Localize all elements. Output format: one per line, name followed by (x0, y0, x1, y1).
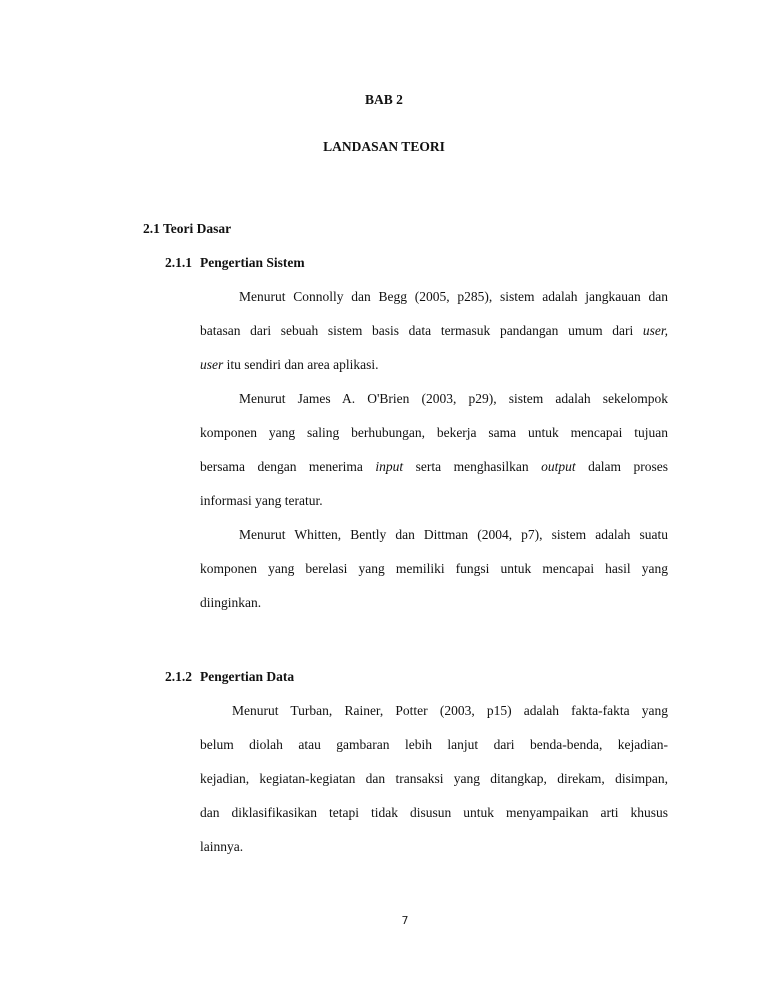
paragraph-line: Menurut James A. O'Brien (2003, p29), sistem adalah sekelompok (239, 391, 668, 406)
subsection-number: 2.1.1 (165, 255, 192, 270)
paragraph-line: informasi yang teratur. (200, 493, 323, 508)
subsection-number: 2.1.2 (165, 669, 192, 684)
italic-term: input (375, 459, 404, 474)
italic-term: user, (642, 323, 668, 338)
paragraph-line: kejadian, kegiatan-kegiatan dan transaksi yang ditangkap, direkam, disimpan, (200, 771, 668, 786)
italic-term: output (541, 459, 576, 474)
paragraph-line: user itu sendiri dan area aplikasi. (200, 357, 379, 372)
paragraph-line: dan diklasifikasikan tetapi tidak disusun untuk menyampaikan arti khusus (200, 805, 668, 820)
paragraph-line: diinginkan. (200, 595, 262, 610)
italic-term: user (200, 357, 224, 372)
chapter-heading: BAB 2 (365, 92, 403, 107)
subsection-title: Pengertian Data (200, 669, 295, 684)
section-heading: 2.1 Teori Dasar (143, 221, 232, 236)
paragraph-line: bersama dengan menerima input serta menghasilkan output dalam proses (200, 459, 669, 474)
paragraph-line: Menurut Turban, Rainer, Potter (2003, p15) adalah fakta-fakta yang (232, 703, 668, 718)
paragraph-line: Menurut Connolly dan Begg (2005, p285), sistem adalah jangkauan dan (239, 289, 668, 304)
paragraph-line: batasan dari sebuah sistem basis data termasuk pandangan umum dari user, (200, 323, 668, 338)
paragraph-line: belum diolah atau gambaran lebih lanjut dari benda-benda, kejadian- (200, 737, 668, 752)
page-number: 7 (401, 914, 409, 927)
paragraph-line: komponen yang saling berhubungan, bekerja sama untuk mencapai tujuan (200, 425, 668, 440)
subsection-title: Pengertian Sistem (200, 255, 305, 270)
paragraph-line: lainnya. (200, 839, 244, 854)
paragraph-line: Menurut Whitten, Bently dan Dittman (2004, p7), sistem adalah suatu (239, 527, 668, 542)
chapter-title: LANDASAN TEORI (323, 139, 445, 154)
paragraph-line: komponen yang berelasi yang memiliki fungsi untuk mencapai hasil yang (200, 561, 668, 576)
